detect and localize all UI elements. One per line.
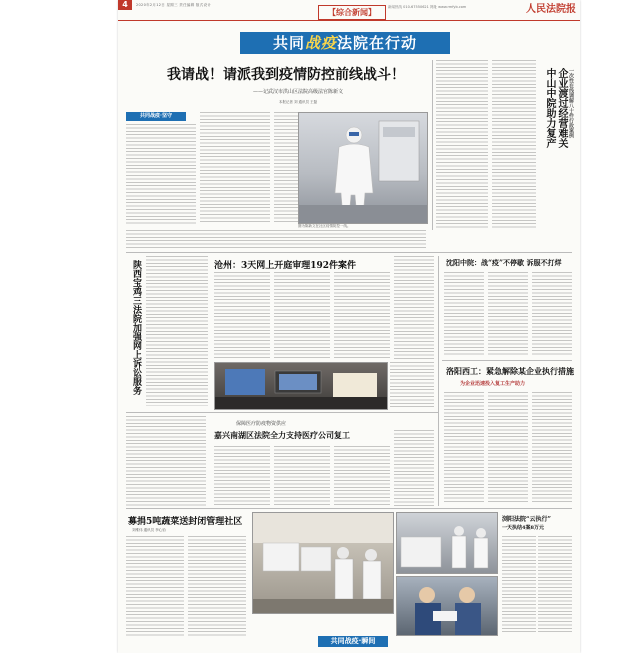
officers-photo-scene bbox=[397, 577, 497, 635]
column-divider bbox=[432, 60, 433, 230]
section-label: 【综合新闻】 bbox=[318, 5, 386, 20]
left-vertical-title: 陕西宝鸡三法院加强网上诉讼服务 bbox=[131, 260, 141, 395]
donation-author: 刘维伟 通讯员 李心怡 bbox=[132, 528, 166, 532]
shenyang-text-col1 bbox=[444, 272, 484, 356]
right-top-title-b: 企业渡过经营难关 bbox=[556, 68, 567, 148]
bottom-divider bbox=[126, 508, 572, 509]
banner-part2: 法院在行动 bbox=[337, 34, 418, 52]
cangzhou-text-col3 bbox=[334, 272, 390, 360]
left-article-text bbox=[146, 256, 208, 406]
shenyang-text-col3 bbox=[532, 272, 572, 356]
right-top-subtitle: 一次性在线调解八十件行政案例 bbox=[568, 68, 574, 138]
cangzhou-text-col1 bbox=[214, 272, 270, 360]
right-column-divider bbox=[438, 256, 439, 506]
right-top-text-col2 bbox=[492, 60, 536, 230]
lead-headline: 我请战！请派我到疫情防控前线战斗！ bbox=[167, 67, 405, 83]
right-top-title-a: 中山中院助力复产 bbox=[544, 68, 555, 148]
top-info-line: 2020年2月12日 星期三 责任编辑 版式设计 bbox=[136, 3, 212, 7]
footer-section-label: 共同战疫·瞬间 bbox=[318, 636, 388, 647]
cangzhou-text-col4 bbox=[394, 256, 434, 360]
bottom-right-text-col1 bbox=[502, 536, 536, 632]
jiaxing-text-col3 bbox=[334, 446, 390, 506]
dateline: 新闻热线 010-67550621 网址 www.rmfyb.com bbox=[388, 5, 467, 9]
banner-highlight: 战疫 bbox=[304, 34, 337, 52]
jiaxing-divider bbox=[126, 412, 438, 413]
supplies-photo-scene bbox=[397, 513, 497, 573]
lead-box-label: 共同战疫·坚守 bbox=[126, 112, 186, 121]
luoyang-divider bbox=[442, 360, 572, 361]
left-bottom-text bbox=[126, 416, 206, 506]
officers-photo bbox=[396, 576, 498, 636]
lead-text-col1 bbox=[126, 124, 196, 224]
section-divider bbox=[126, 252, 572, 253]
luoyang-subtitle: 为企业迅速投入复工生产助力 bbox=[460, 381, 526, 387]
shenyang-text-col2 bbox=[488, 272, 528, 356]
donation-text-col1 bbox=[126, 536, 184, 636]
online-court-photo-scene bbox=[215, 363, 387, 409]
photo-caption-text bbox=[390, 362, 434, 408]
right-top-text-col1 bbox=[436, 60, 488, 230]
luoyang-text-col2 bbox=[488, 392, 528, 504]
donation-text-col2 bbox=[188, 536, 246, 636]
banner-title bbox=[240, 32, 450, 54]
lead-text-col2 bbox=[200, 112, 270, 224]
lead-photo bbox=[298, 112, 428, 224]
luoyang-text-col1 bbox=[444, 392, 484, 504]
banner-part1: 共同 bbox=[272, 34, 305, 52]
jiaxing-top-line: 保障医疗防疫物资供应 bbox=[236, 421, 287, 427]
lead-text-continued bbox=[126, 230, 426, 250]
lead-photo-figure bbox=[299, 113, 427, 223]
cangzhou-title: 沧州：3天网上开庭审理192件案件 bbox=[214, 261, 357, 271]
header-rule bbox=[118, 20, 580, 21]
luoyang-text-col3 bbox=[532, 392, 572, 504]
shenyang-title: 沈阳中院：战“疫”不停歇 诉服不打烊 bbox=[446, 258, 562, 267]
newspaper-page bbox=[118, 0, 580, 653]
jiaxing-text-col2 bbox=[274, 446, 330, 506]
bottom-right-title: 浏阳法院“云执行” bbox=[502, 516, 551, 523]
jiaxing-text-col4 bbox=[394, 430, 434, 506]
supplies-photo bbox=[396, 512, 498, 574]
jiaxing-title: 嘉兴南湖区法院全力支持医疗公司复工 bbox=[214, 430, 350, 440]
online-court-photo bbox=[214, 362, 388, 410]
lead-subhead: ——记武汉市洪山区法院高级法官陈新文 bbox=[252, 89, 343, 95]
bottom-right-text-col2 bbox=[538, 536, 572, 632]
donation-title: 募捐5吨蔬菜送封闭管理社区 bbox=[128, 517, 243, 527]
jiaxing-text-col1 bbox=[214, 446, 270, 506]
volunteers-photo-scene bbox=[253, 513, 393, 613]
lead-photo-caption: 图为陈新文在社区疫情防控一线。 bbox=[298, 224, 351, 228]
masthead-logo: 人民法院报 bbox=[526, 4, 576, 15]
volunteers-photo bbox=[252, 512, 394, 614]
bottom-right-subtitle: 一天执结4案8万元 bbox=[502, 525, 544, 531]
cangzhou-text-col2 bbox=[274, 272, 330, 360]
lead-byline: 本报记者 刘 通讯员 王磊 bbox=[278, 100, 318, 104]
luoyang-title: 洛阳西工：紧急解除某企业执行措施 bbox=[446, 366, 574, 376]
page-number: 4 bbox=[118, 0, 132, 10]
